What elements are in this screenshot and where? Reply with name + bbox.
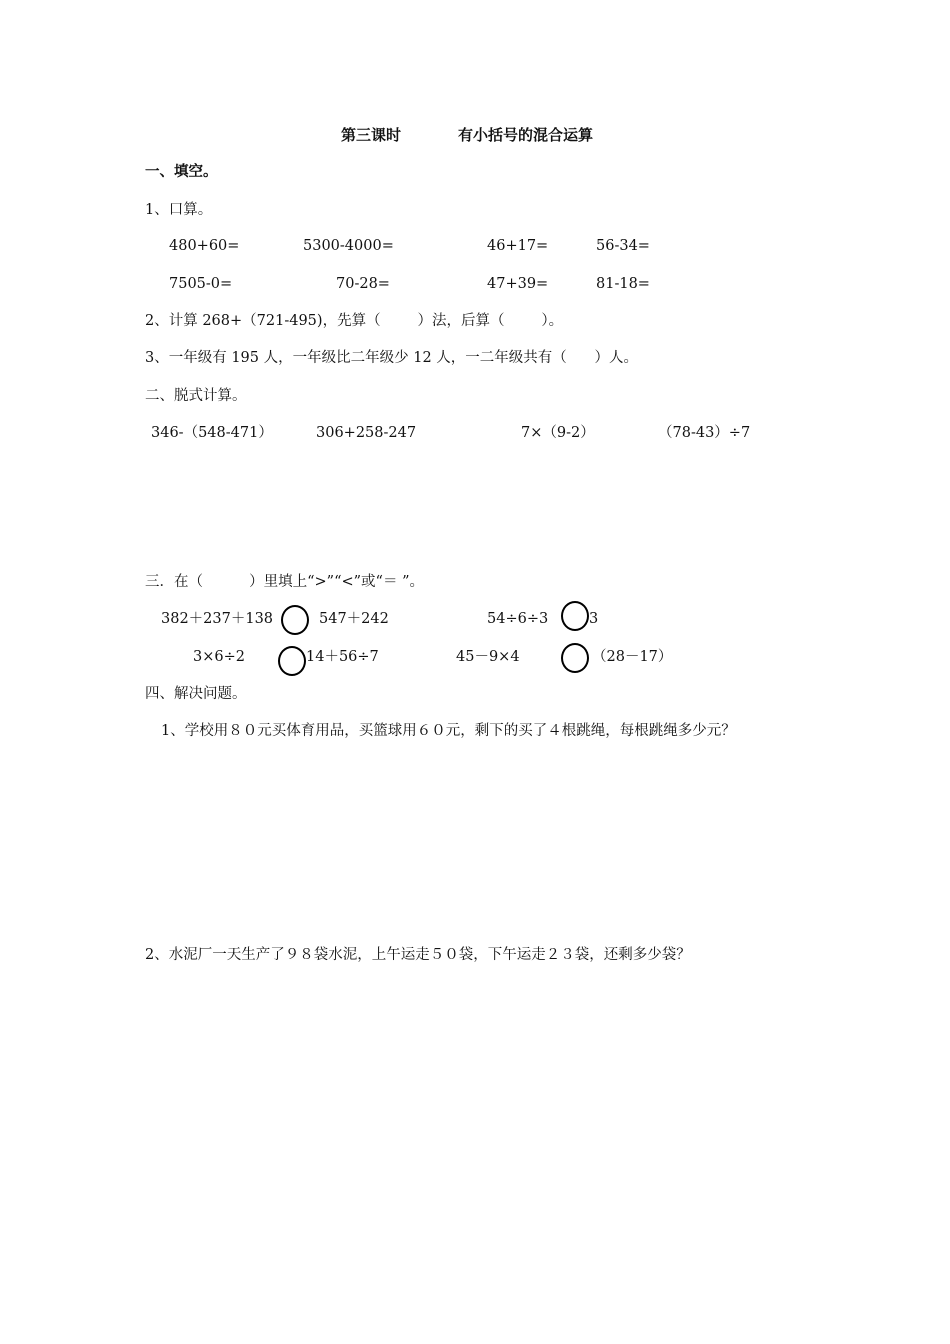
oral-item: 480+60=	[169, 238, 240, 254]
oral-item: 81-18=	[596, 276, 650, 292]
section-3-heading: 三．在（ ）里填上“>”“<”或“＝ ”。	[145, 574, 424, 590]
oral-item: 70-28=	[336, 276, 390, 292]
compare-circle[interactable]	[278, 646, 306, 676]
compare-left: 382＋237＋138	[161, 611, 274, 627]
compare-left: 3×6÷2	[193, 649, 245, 665]
compare-right: （28－17）	[592, 649, 673, 665]
problem-2: 2、水泥厂一天生产了９８袋水泥，上午运走５０袋，下午运走２３袋，还剩多少袋？	[145, 947, 691, 963]
compare-right: 547＋242	[319, 611, 389, 627]
section-4-heading: 四、解决问题。	[145, 686, 247, 702]
section-2-heading: 二、脱式计算。	[145, 388, 247, 404]
question-3: 3、一年级有 195 人，一年级比二年级少 12 人，一二年级共有（ ）人。	[145, 350, 638, 366]
oral-item: 56-34=	[596, 238, 650, 254]
section-1-heading: 一、填空。	[145, 163, 218, 180]
topic-title: 有小括号的混合运算	[458, 126, 594, 144]
compare-right: 3	[589, 611, 599, 627]
lesson-title: 第三课时	[341, 126, 402, 144]
oral-item: 7505-0=	[169, 276, 233, 292]
question-2: 2、计算 268+（721-495)，先算（ ）法，后算（ ）。	[145, 313, 564, 329]
calc-item: 7×（9-2）	[521, 425, 595, 441]
compare-right: 14＋56÷7	[306, 649, 379, 665]
compare-left: 45－9×4	[456, 649, 520, 665]
oral-item: 46+17=	[487, 238, 549, 254]
compare-circle[interactable]	[561, 601, 589, 631]
problem-1: 1、学校用８０元买体育用品，买篮球用６０元，剩下的买了４根跳绳，每根跳绳多少元？	[161, 723, 736, 739]
oral-item: 5300-4000=	[303, 238, 394, 254]
compare-circle[interactable]	[561, 643, 589, 673]
oral-item: 47+39=	[487, 276, 549, 292]
calc-item: 346-（548-471）	[151, 425, 273, 441]
compare-circle[interactable]	[281, 605, 309, 635]
question-1-label: 1、口算。	[145, 202, 213, 218]
calc-item: 306+258-247	[316, 425, 417, 441]
calc-item: （78-43）÷7	[658, 425, 751, 441]
compare-left: 54÷6÷3	[487, 611, 549, 627]
